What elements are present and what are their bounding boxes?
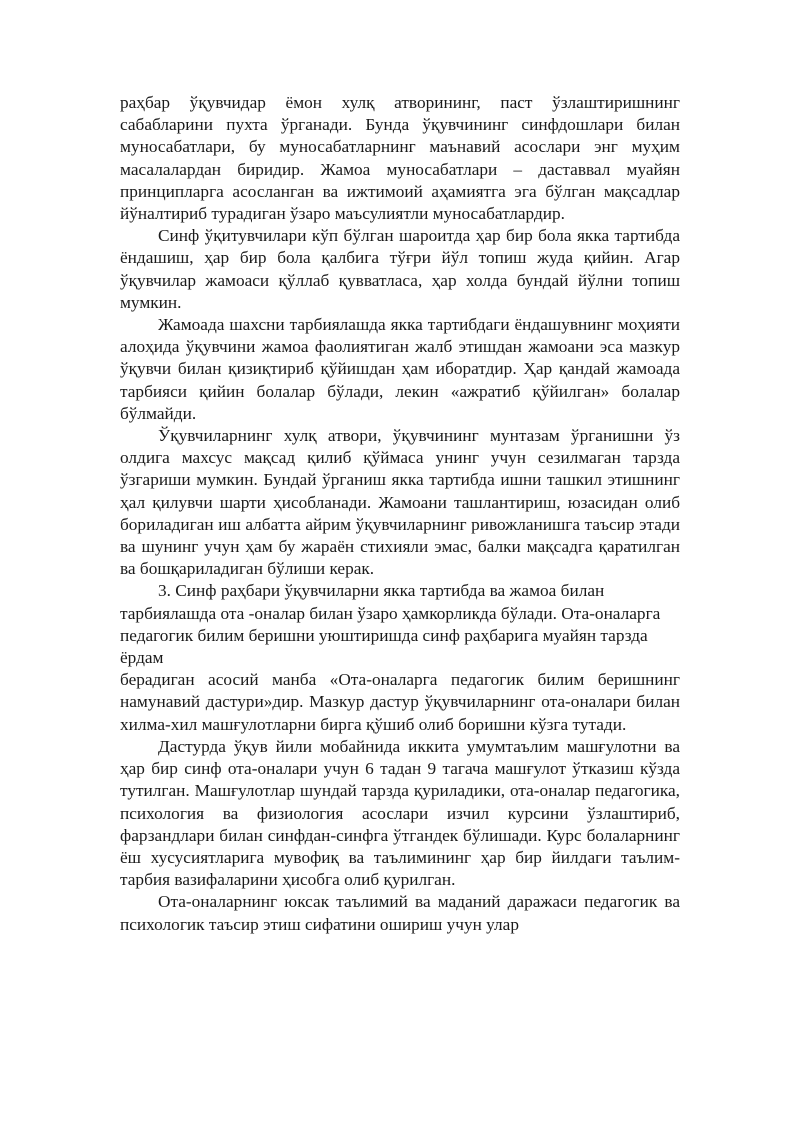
paragraph-6: тарбиялашда ота -оналар билан ўзаро ҳамкорликда бўлади. Ота-оналарга <box>120 603 661 623</box>
document-body <box>120 92 680 936</box>
paragraph-9: Дастурда ўқув йили мобайнида иккита умумтаълим машғулотни ва ҳар бир синф ота-оналари учун 6 тадан 9 тагача машғулот ўтказиш кўзда тутилган. Машғулотлар шундай тарзда қуриладики, ота-оналар педагогика, психология ва физиология асослари изчил курсини ўзлаштириб, фарзандлари билан синфдан-синфга ўтгандек бўлишади. Курс болаларнинг ёш хусусиятларига мувофиқ ва таълимининг ҳар бир йилдаги таълим-тарбия вазифаларини ҳисобга олиб қурилган. <box>120 736 680 890</box>
paragraph-1: раҳбар ўқувчидар ёмон хулқ атворининг, паст ўзлаштиришнинг сабабларини пухта ўрганади. Бунда ўқувчининг синфдошлари билан муносабатлари, бу муносабатларнинг маънавий асослари энг муҳим масалалардан биридир. Жамоа муносабатлари – даставвал муайян принципларга асосланган ва ижтимоий аҳамиятга эга бўлган мақсадлар йўналтириб турадиган ўзаро маъсулиятли муносабатлардир. <box>120 93 680 224</box>
paragraph-7: педагогик билим беришни уюштиришда синф раҳбарига муайян тарзда ёрдам <box>120 625 648 668</box>
paragraph-2: Синф ўқитувчилари кўп бўлган шароитда ҳар бир бола якка тартибда ёндашиш, ҳар бир бола қалбига тўғри йўл топиш жуда қийин. Агар ўқувчилар жамоаси қўллаб қувватласа, ҳар холда бундай йўлни топиш мумкин. <box>120 226 680 312</box>
paragraph-4: Ўқувчиларнинг хулқ атвори, ўқувчининг мунтазам ўрганишни ўз олдига махсус мақсад қилиб қўймаса унинг учун сезилмаган тарзда ўзгариши мумкин. Бундай ўрганиш якка тартибда ишни ташкил этишнинг ҳал қилувчи шарти ҳисобланади. Жамоани ташлантириш, юзасидан олиб бориладиган иш албатта айрим ўқувчиларнинг ривожланишга таъсир этади ва шунинг учун ҳам бу жараён стихияли эмас, балки мақсадга қаратилган ва бошқариладиган бўлиши керак. <box>120 426 680 579</box>
paragraph-5: 3. Синф раҳбари ўқувчиларни якка тартибда ва жамоа билан <box>158 581 605 601</box>
paragraph-3: Жамоада шахсни тарбиялашда якка тартибдаги ёндашувнинг моҳияти алоҳида ўқувчини жамоа фаолиятиган жалб этишдан жамоани эса мазкур ўқувчи билан қизиқтириб қўйишдан ҳам иборатдир. Ҳар қандай жамоада тарбияси қийин болалар бўлади, лекин «ажратиб қўйилган» болалар бўлмайди. <box>120 315 680 423</box>
paragraph-10: Ота-оналарнинг юксак таълимий ва маданий даражаси педагогик ва психологик таъсир этиш сифатини ошириш учун улар <box>120 892 680 934</box>
paragraph-8: берадиган асосий манба «Ота-оналарга педагогик билим беришнинг намунавий дастури»дир. Мазкур дастур ўқувчиларнинг ота-оналари билан хилма-хил машғулотларни бирга қўшиб олиб боришни кўзга тутади. <box>120 670 680 734</box>
